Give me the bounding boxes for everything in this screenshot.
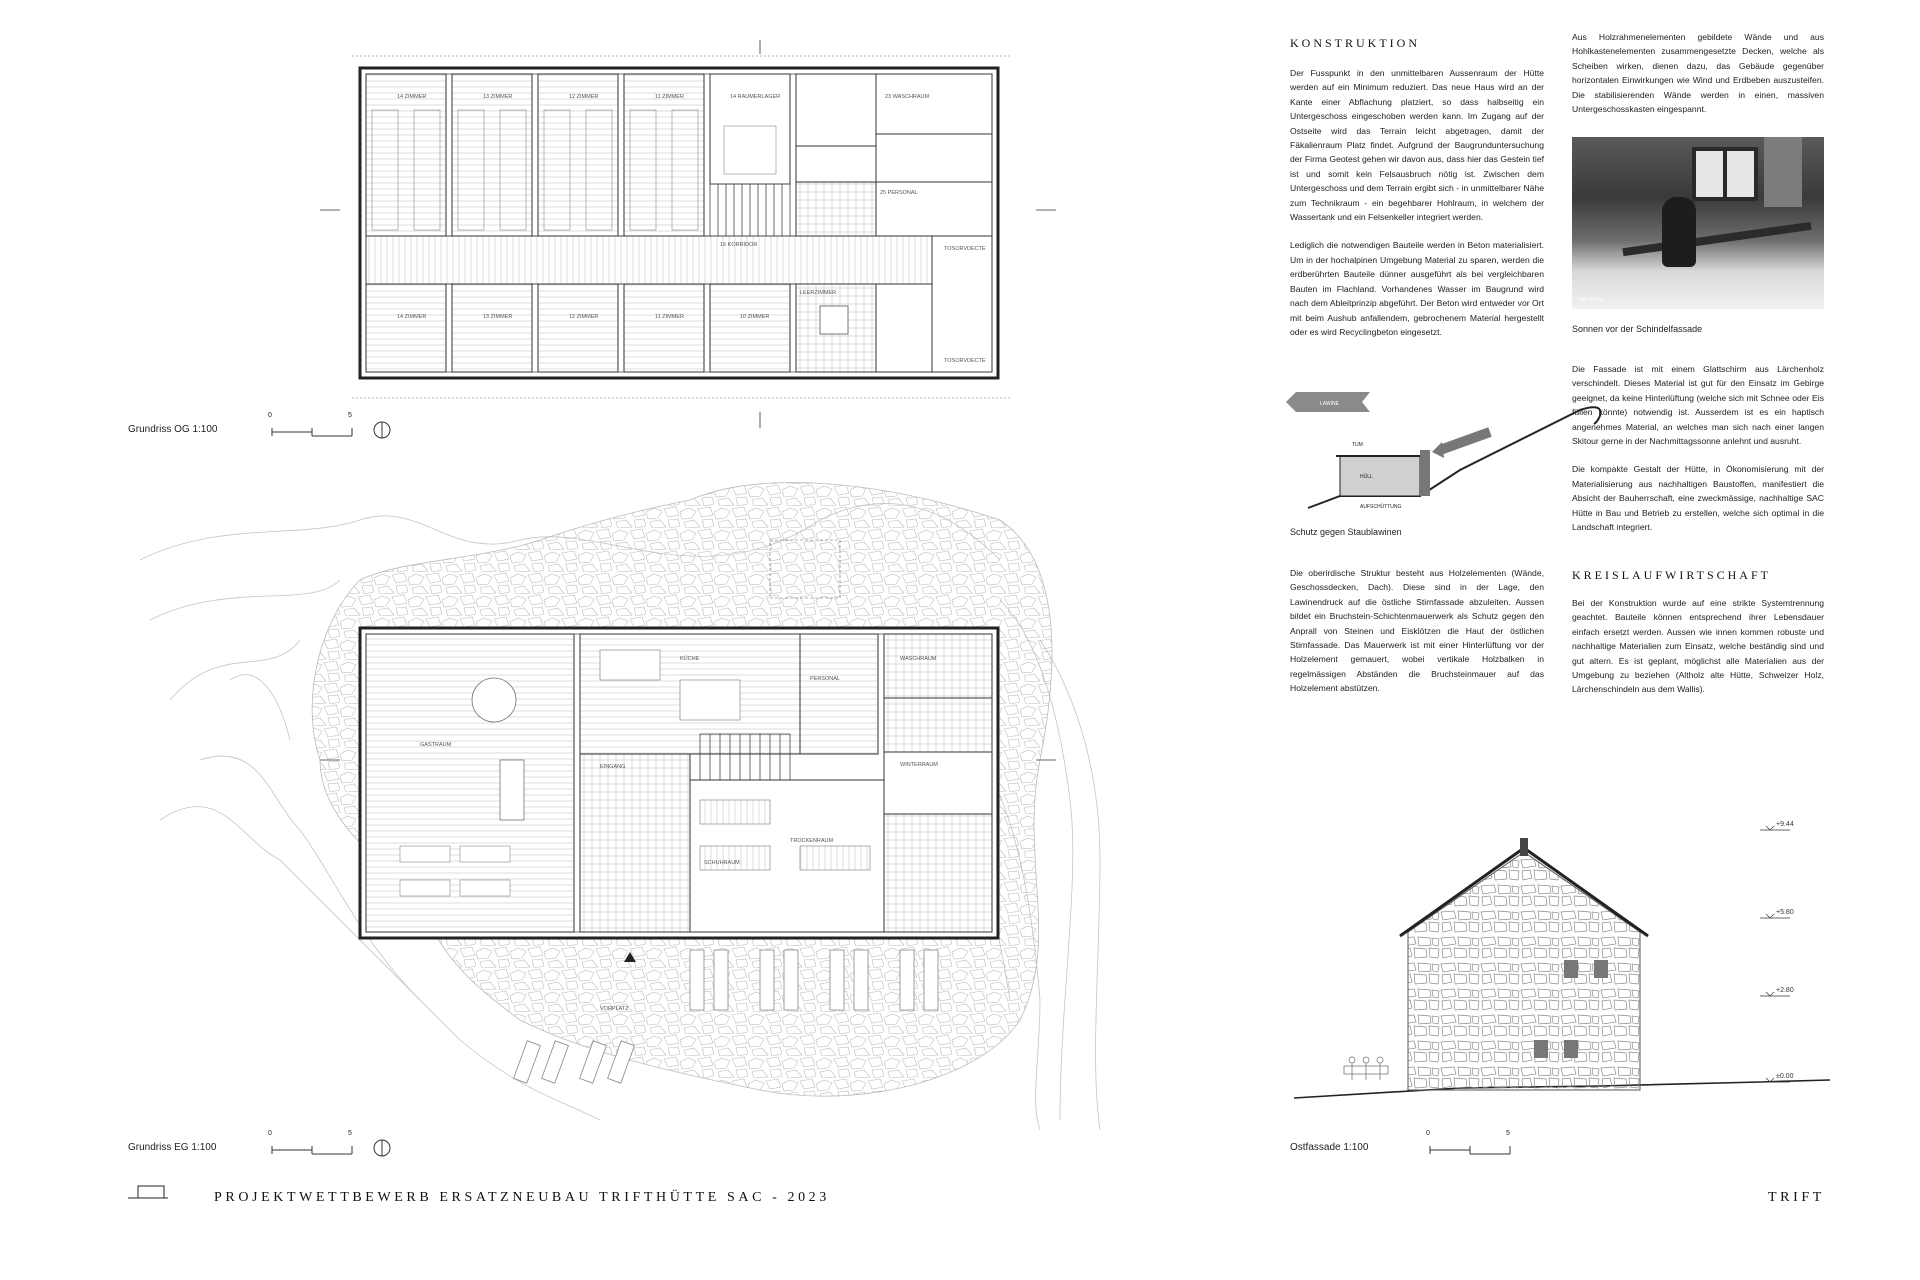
eg-room-label: PERSONAL [810, 676, 840, 682]
right-text-2 [1572, 362, 1824, 548]
og-room-label: 13 ZIMMER [483, 314, 513, 320]
og-room-label: LEERZIMMER [800, 290, 837, 296]
og-room-label: TOSORVDECTE [944, 246, 986, 252]
scale-bar-eg [272, 1140, 390, 1156]
scale-bar-facade [1430, 1146, 1510, 1154]
photo-bench [1622, 222, 1811, 256]
eg-room-label: KÜCHE [680, 656, 700, 662]
og-room-label: 12 ZIMMER [569, 314, 599, 320]
historic-photo [1572, 137, 1824, 309]
og-room-label: 12 ZIMMER [569, 94, 599, 100]
scale-bar-og [272, 422, 390, 438]
level-label: +2.80 [1776, 987, 1794, 994]
facade-caption: Ostfassade 1:100 [1290, 1142, 1369, 1153]
photo-credit: SAC Archiv [1578, 297, 1604, 303]
footer-project-name: TRIFT [1768, 1190, 1825, 1205]
scale-label: 5 [348, 1130, 352, 1137]
og-room-label: 14 ZIMMER [397, 314, 427, 320]
scale-label: 5 [1506, 1130, 1510, 1137]
og-room-label: 23 WASCHRAUM [885, 94, 930, 100]
eg-room-label: WASCHRAUM [900, 656, 937, 662]
right-paragraph-2: Die Fassade ist mit einem Glattschirm aus Lärchenholz verschindelt. Dieses Material ist gut für den Einsatz im Gebirge geeignet, da keine Hinterlüftung (welche sich mit Schnee oder Eis füllen könnte) notwendig ist. Ausserdem ist es ein haptisch angenehmes Material, an welches man sich nach einer langen Skitour gerne in der Nachmittagssonne anlehnt und ausruht. [1572, 364, 1824, 447]
level-label: +9.44 [1776, 821, 1794, 828]
footer-logo [128, 1186, 168, 1198]
right-paragraph-1: Aus Holzrahmenelementen gebildete Wände und aus Hohlkastenelementen zusammengesetzte Decken, welche als Scheiben wirken, dienen dazu, das Gebäude gegenüber horizontalen Einwirkungen wie Wind und Erdbeben auszusteifen. Die stabilisierenden Wände werden in einen, massiven Untergeschosskasten eingespannt. [1572, 32, 1824, 115]
og-room-label: 13 ZIMMER [483, 94, 513, 100]
og-room-label: TOSORVDECTE [944, 358, 986, 364]
eg-room-label: EINGANG [600, 764, 626, 770]
avalanche-label: LAWINE [1320, 401, 1339, 407]
avalanche-label: HÜLL [1360, 474, 1373, 480]
photo-window [1692, 147, 1758, 201]
footer-title: PROJEKTWETTBEWERB ERSATZNEUBAU TRIFTHÜTTE SAC - 2023 [214, 1190, 830, 1205]
floor-plan-og [320, 40, 1056, 428]
konstruktion-paragraph-3: Die oberirdische Struktur besteht aus Holzelementen (Wände, Geschossdecken, Dach). Diese sind in der Lage, den Lawinendruck auf die östliche Stirnfassade abzuleiten. Aussen bildet ein Bruchstein-Schichtenmauerwerk als Schutz gegen den Anprall von Steinen und Eisklötzen die Haut der östlichen Stirnfassade. Das Mauerwerk ist mit einer Hinterlüftung vor der Holzelement gemauert, wobei vertikale Holzbalken in regelmässigen Abständen die Bruchsteinmauer auf das Holzelement abstützen. [1290, 568, 1544, 694]
og-room-label: 14 ZIMMER [397, 94, 427, 100]
og-room-label: 11 ZIMMER [655, 94, 684, 100]
avalanche-label: AUFSCHÜTTUNG [1360, 504, 1402, 510]
level-label: +5.80 [1776, 909, 1794, 916]
og-room-label: 11 ZIMMER [655, 314, 684, 320]
eg-room-label: WINTERRAUM [900, 762, 938, 768]
avalanche-label: TUM [1352, 442, 1363, 448]
og-room-label: 10 ZIMMER [740, 314, 770, 320]
kreislauf-heading: KREISLAUFWIRTSCHAFT [1572, 568, 1771, 582]
eg-room-label: SCHUHRAUM [704, 860, 740, 866]
kreislauf-paragraph-1: Bei der Konstruktion wurde auf eine strikte Systemtrennung geachtet. Bauteile können entsprechend ihrer Lebensdauer einfach ersetzt werden. Aussen wie innen kommen robuste und nachhaltige Materialien zum Einsatz, welche beständig sind und gut altern. Es ist geplant, möglichst alle Materialien aus der Umgebung zu beziehen (Altholz alte Hütte, Schweizer Holz, Lärchenschindeln aus dem Wallis). [1572, 598, 1824, 695]
konstruktion-text-2 [1290, 566, 1544, 710]
right-text-1 [1572, 30, 1824, 130]
eg-room-label: VORPLATZ [600, 1006, 629, 1012]
eg-room-label: GASTRAUM [420, 742, 452, 748]
konstruktion-text [1290, 66, 1544, 353]
level-label: ±0.00 [1776, 1073, 1794, 1080]
konstruktion-heading: KONSTRUKTION [1290, 36, 1420, 50]
og-room-label: 16 KORRIDOR [720, 242, 758, 248]
photo-person [1662, 197, 1696, 267]
plan-caption-og: Grundriss OG 1:100 [128, 424, 218, 435]
scale-label: 0 [268, 412, 272, 419]
avalanche-diagram [1286, 392, 1601, 510]
eg-room-label: TROCKENRAUM [790, 838, 834, 844]
floor-plan-eg [140, 483, 1100, 1130]
scale-label: 5 [348, 412, 352, 419]
konstruktion-paragraph-1: Der Fusspunkt in den unmittelbaren Aussenraum der Hütte werden auf ein Minimum reduziert. Das neue Haus wird an der Kante einer Abflachung platziert, so dass halbseitig ein Untergeschoss eingeschoben werden kann. Im Zugang auf der Ostseite wird das Terrain leicht abgetragen, damit der Fäkalienraum Platz findet. Aufgrund der Baugrunduntersuchung der Firma Geotest gehen wir davon aus, dass hier das Gestein tief ist und somit kein Felsausbruch nötig ist. Zwischen dem Untergeschoss und dem Terrain ergibt sich - in unmittelbarer Nähe zum Technikraum - ein begehbarer Hohlraum, in welchem der Wassertank und ein Felsenkeller integriert werden. [1290, 68, 1544, 223]
photo-shutter [1764, 137, 1802, 207]
og-room-label: 14 RAUMERLAGER [730, 94, 781, 100]
og-room-label: 25 PERSONAL [880, 190, 918, 196]
east-facade [1294, 821, 1830, 1098]
scale-label: 0 [268, 1130, 272, 1137]
konstruktion-paragraph-2: Lediglich die notwendigen Bauteile werden in Beton materialisiert. Um in der hochalpinen Umgebung Material zu sparen, werden die erdberührten Bauteile dünner ausgeführt als bei vergleichbaren Bauten im Flachland. Vorhandenes Wasser im Baugrund wird nach dem Ableitprinzip abgeführt. Der Beton wird entweder vor Ort mit beim Aushub anfallendem, gebrochenem Material hergestellt oder es wird Recyclingbeton eingesetzt. [1290, 240, 1544, 337]
avalanche-caption: Schutz gegen Staublawinen [1290, 527, 1402, 537]
scale-label: 0 [1426, 1130, 1430, 1137]
right-paragraph-3: Die kompakte Gestalt der Hütte, in Ökonomisierung mit der Materialisierung aus nachhaltigen Baustoffen, manifestiert die Absicht der Bauherrschaft, eine zweckmässige, nachhaltige SAC Hütte in Bau und Betrieb zu erstellen, welche sich optimal in die Landschaft integriert. [1572, 464, 1824, 533]
kreislauf-text [1572, 596, 1824, 711]
photo-caption: Sonnen vor der Schindelfassade [1572, 324, 1703, 334]
plan-caption-eg: Grundriss EG 1:100 [128, 1142, 217, 1153]
